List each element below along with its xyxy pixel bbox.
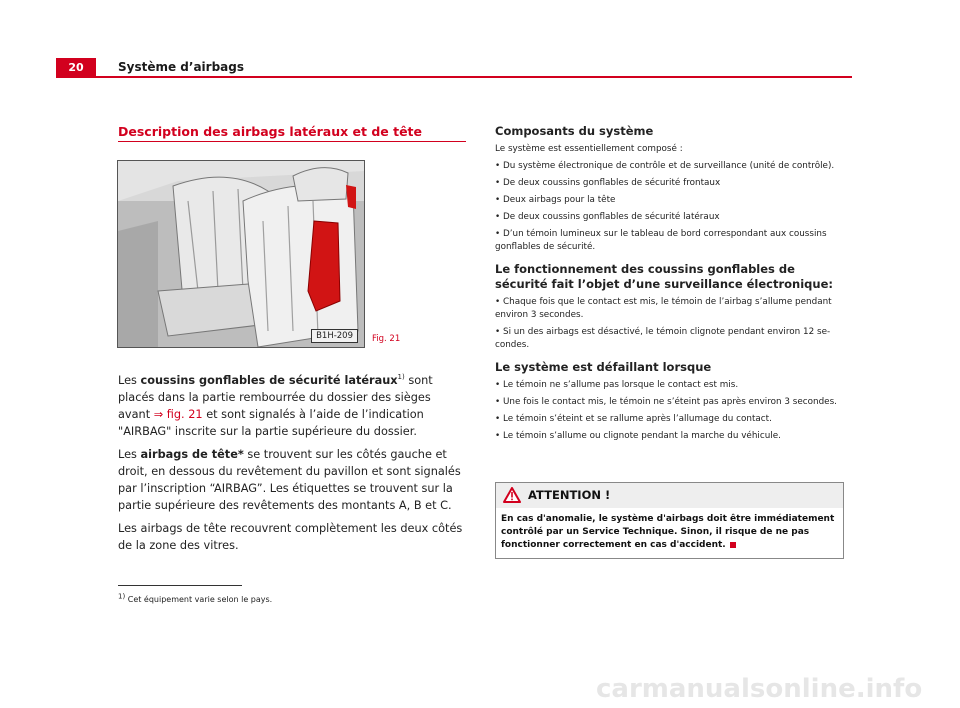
seat-airbag-figure: [117, 160, 365, 348]
heading-components: Composants du système: [495, 124, 654, 138]
header-rule: [96, 76, 852, 78]
text-span: Les: [118, 374, 141, 387]
footnote-rule: [118, 585, 242, 586]
list-item: • D’un témoin lumineux sur le tableau de bord correspondant aux coussins gonflables de sécurité.: [495, 229, 827, 252]
text-span: sont placés dans la partie rembourrée du dossier des sièges avant: [118, 374, 433, 421]
text-span: Les: [118, 448, 141, 461]
term-head-airbags: airbags de tête*: [140, 448, 244, 461]
paragraph-coverage: Les airbags de tête recouvrent complètement les deux côtés de la zone des vitres.: [118, 522, 463, 552]
components-intro: Le système est essentiellement composé :: [495, 144, 683, 154]
footnote-text: Cet équipement varie selon le pays.: [127, 595, 273, 604]
end-marker-icon: [730, 542, 736, 548]
paragraph-side-airbags: [118, 372, 463, 440]
figure-link[interactable]: ⇒ fig. 21: [153, 408, 203, 421]
warning-text: En cas d'anomalie, le système d'airbags doit être immédiatement contrôlé par un Service Technique. Sinon, il risque de ne pas fonctionner correctement en cas d'accident.: [501, 514, 835, 550]
paragraph-head-airbags: [118, 446, 463, 514]
list-item: • Si un des airbags est désactivé, le témoin clignote pendant environ 12 se-condes.: [495, 327, 831, 350]
footnote-ref[interactable]: 1): [397, 373, 405, 382]
term-side-airbags: coussins gonflables de sécurité latéraux: [140, 374, 398, 387]
watermark: carmanualsonline.info: [596, 674, 923, 704]
left-column: [118, 372, 463, 560]
list-item: • Le témoin ne s’allume pas lorsque le contact est mis.: [495, 380, 739, 390]
section-rule: [118, 141, 466, 142]
page-number: 20: [56, 58, 96, 78]
list-item: • De deux coussins gonflables de sécurité latéraux: [495, 212, 720, 222]
right-column: [495, 124, 845, 447]
heading-monitoring: Le fonctionnement des coussins gonflables de sécurité fait l’objet d’une surveillance électronique:: [495, 262, 833, 291]
warning-title: ATTENTION !: [528, 488, 611, 502]
list-item: • Chaque fois que le contact est mis, le témoin de l’airbag s’allume pendant environ 3 secondes.: [495, 297, 832, 320]
warning-header: [496, 483, 843, 508]
list-item: • Du système électronique de contrôle et de surveillance (unité de contrôle).: [495, 161, 835, 171]
figure-caption[interactable]: Fig. 21: [372, 334, 401, 344]
warning-body: [501, 513, 839, 552]
text-span: se trouvent sur les côtés gauche et droit, en dessous du revêtement du pavillon et sont signalés par l’inscription “AIRBAG”. Les étiquettes se trouvent sur la partie supérieure des revêtements des montants A, B et C.: [118, 448, 461, 512]
list-item: • De deux coussins gonflables de sécurité frontaux: [495, 178, 721, 188]
footnote: [118, 592, 273, 604]
text-span: et sont signalés à l’aide de l’indication "AIRBAG" inscrite sur la partie supérieure du dossier.: [118, 408, 424, 438]
footnote-mark: 1): [118, 592, 126, 601]
figure-code: B1H-209: [311, 329, 358, 343]
chapter-title: Système d’airbags: [118, 60, 244, 74]
list-item: • Le témoin s’éteint et se rallume après l’allumage du contact.: [495, 414, 772, 424]
heading-failure: Le système est défaillant lorsque: [495, 360, 712, 374]
warning-triangle-icon: [503, 487, 521, 507]
list-item: • Deux airbags pour la tête: [495, 195, 616, 205]
list-item: • Le témoin s’allume ou clignote pendant la marche du véhicule.: [495, 431, 781, 441]
seat-illustration: [118, 161, 364, 347]
list-item: • Une fois le contact mis, le témoin ne s’éteint pas après environ 3 secondes.: [495, 397, 837, 407]
warning-box: [495, 482, 844, 559]
section-title: Description des airbags latéraux et de tête: [118, 124, 422, 139]
